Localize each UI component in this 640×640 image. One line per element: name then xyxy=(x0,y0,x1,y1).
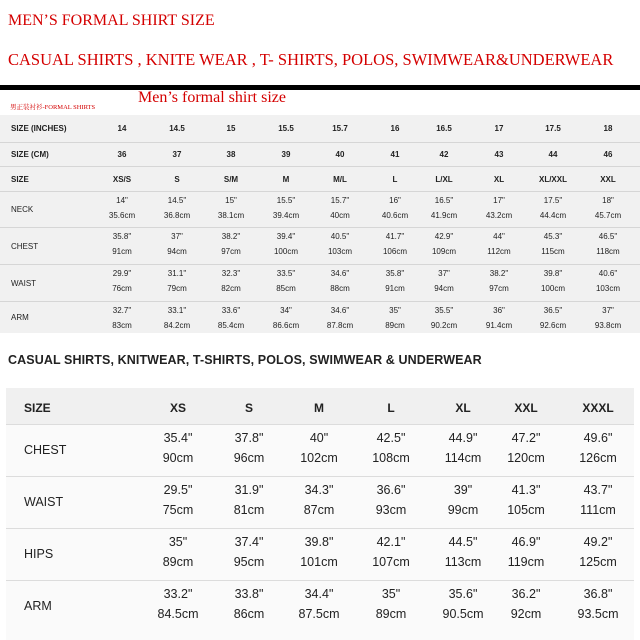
inch-value: 35.5" xyxy=(434,306,454,315)
inch-value: 42.1" xyxy=(376,535,406,549)
cm-value: 38.1cm xyxy=(217,211,245,220)
cm-value: 83cm xyxy=(112,321,132,330)
formal-cell xyxy=(368,232,422,256)
casual-row-label: HIPS xyxy=(24,547,54,561)
formal-cell: L/XL xyxy=(435,174,453,184)
formal-cell xyxy=(95,269,149,293)
casual-cell xyxy=(491,587,561,621)
cm-value: 89cm xyxy=(375,607,407,621)
formal-cell xyxy=(259,306,313,330)
cm-value: 90cm xyxy=(162,451,194,465)
formal-cell xyxy=(581,269,635,293)
cm-value: 40.6cm xyxy=(381,211,409,220)
casual-cell xyxy=(214,535,284,569)
inch-value: 34.6" xyxy=(330,269,350,278)
formal-cell xyxy=(204,196,258,220)
inch-value: 35.4" xyxy=(163,431,193,445)
formal-cell xyxy=(581,306,635,330)
formal-row-waist xyxy=(0,264,640,302)
cm-value: 45.7cm xyxy=(594,211,622,220)
inch-value: 39.8" xyxy=(543,269,563,278)
formal-cell: 42 xyxy=(439,150,449,159)
cm-value: 119cm xyxy=(507,555,545,569)
formal-cell: M xyxy=(282,174,290,184)
formal-cell: 15.5 xyxy=(278,123,294,133)
casual-row-chest xyxy=(6,424,634,477)
inch-value: 49.2" xyxy=(583,535,613,549)
cm-value: 86cm xyxy=(233,607,265,621)
cm-value: 111cm xyxy=(580,503,616,517)
formal-cell xyxy=(95,232,149,256)
formal-cell xyxy=(526,196,580,220)
formal-cell: 16.5 xyxy=(436,123,452,133)
formal-cell xyxy=(313,269,367,293)
cm-value: 84.2cm xyxy=(163,321,191,330)
cm-value: 109cm xyxy=(431,247,456,256)
formal-cell xyxy=(150,232,204,256)
inch-value: 14" xyxy=(116,196,128,205)
casual-cell xyxy=(284,483,354,517)
formal-cell: 14 xyxy=(117,123,127,133)
formal-cell: 37 xyxy=(172,150,182,159)
inch-value: 37.8" xyxy=(234,431,264,445)
casual-cell xyxy=(563,535,633,569)
formal-cell: M/L xyxy=(333,174,347,184)
cm-value: 94cm xyxy=(434,284,454,293)
formal-cell xyxy=(472,232,526,256)
inch-value: 47.2" xyxy=(511,431,541,445)
formal-cell: XXL xyxy=(600,174,616,184)
cm-value: 101cm xyxy=(300,555,338,569)
inch-value: 40.5" xyxy=(330,232,350,241)
casual-cell xyxy=(491,535,561,569)
casual-cell xyxy=(428,431,498,465)
casual-cell xyxy=(356,483,426,517)
inch-value: 16.5" xyxy=(434,196,454,205)
formal-cell: 40 xyxy=(335,150,345,159)
cm-value: 118cm xyxy=(596,247,620,256)
inch-value: 36.5" xyxy=(543,306,563,315)
formal-cell xyxy=(526,232,580,256)
formal-cell xyxy=(368,269,422,293)
cm-value: 105cm xyxy=(507,503,545,517)
inch-value: 33.8" xyxy=(234,587,264,601)
formal-cell: 38 xyxy=(226,150,236,159)
casual-cell xyxy=(284,535,354,569)
formal-cell: S xyxy=(174,174,180,184)
formal-cell: 18 xyxy=(603,123,613,133)
formal-row-neck xyxy=(0,191,640,228)
cm-value: 95cm xyxy=(233,555,265,569)
inch-value: 38.2" xyxy=(489,269,509,278)
casual-row-waist xyxy=(6,476,634,529)
inch-value: 45.3" xyxy=(543,232,563,241)
inch-value: 17.5" xyxy=(543,196,563,205)
cm-value: 85.4cm xyxy=(217,321,245,330)
cm-value: 126cm xyxy=(579,451,617,465)
inch-value: 34.4" xyxy=(304,587,334,601)
casual-cell xyxy=(143,587,213,621)
cm-value: 113cm xyxy=(444,555,482,569)
formal-cell: 17 xyxy=(494,123,504,133)
cm-value: 92cm xyxy=(510,607,542,621)
cm-value: 103cm xyxy=(327,247,352,256)
casual-size-header: S xyxy=(244,401,253,415)
inch-value: 35" xyxy=(381,587,401,601)
casual-cell xyxy=(143,535,213,569)
inch-value: 37.4" xyxy=(234,535,264,549)
casual-size-header: XL xyxy=(455,401,471,415)
formal-row-size-letter xyxy=(0,166,640,192)
casual-cell xyxy=(563,431,633,465)
cm-value: 94cm xyxy=(167,247,187,256)
inch-value: 35.6" xyxy=(448,587,478,601)
casual-size-header: XXXL xyxy=(582,401,614,415)
casual-cell xyxy=(284,587,354,621)
inch-value: 34.6" xyxy=(330,306,350,315)
inch-value: 16" xyxy=(389,196,401,205)
casual-cell xyxy=(143,431,213,465)
formal-cell xyxy=(259,196,313,220)
cm-value: 76cm xyxy=(112,284,132,293)
formal-cell: 39 xyxy=(281,150,291,159)
inch-value: 31.9" xyxy=(234,483,264,497)
cm-value: 82cm xyxy=(221,284,241,293)
casual-size-header: M xyxy=(314,401,324,415)
formal-row-size-cm xyxy=(0,142,640,167)
formal-cell: 15.7 xyxy=(332,123,348,133)
formal-cell xyxy=(204,306,258,330)
casual-cell xyxy=(143,483,213,517)
formal-cell xyxy=(472,306,526,330)
cm-value: 79cm xyxy=(167,284,187,293)
formal-row-label: SIZE xyxy=(11,174,29,184)
inch-value: 43.7" xyxy=(583,483,613,497)
inch-value: 32.3" xyxy=(221,269,241,278)
inch-value: 38.2" xyxy=(221,232,241,241)
formal-cell xyxy=(472,269,526,293)
cm-value: 120cm xyxy=(507,451,545,465)
formal-cell xyxy=(95,306,149,330)
formal-cell xyxy=(526,269,580,293)
formal-row-label: WAIST xyxy=(11,278,37,288)
inch-value: 15.7" xyxy=(330,196,350,205)
inch-value: 33.2" xyxy=(163,587,193,601)
inch-value: 37" xyxy=(602,306,614,315)
cm-value: 87.8cm xyxy=(326,321,354,330)
casual-cell xyxy=(356,587,426,621)
formal-caption: Men’s formal shirt size xyxy=(138,89,286,106)
inch-value: 39" xyxy=(453,483,473,497)
inch-value: 14.5" xyxy=(167,196,187,205)
cm-value: 43.2cm xyxy=(485,211,513,220)
cm-value: 36.8cm xyxy=(163,211,191,220)
formal-cell xyxy=(472,196,526,220)
formal-cell xyxy=(581,196,635,220)
formal-cell xyxy=(259,269,313,293)
formal-cell xyxy=(368,196,422,220)
page-title: MEN’S FORMAL SHIRT SIZE xyxy=(8,12,215,29)
cm-value: 100cm xyxy=(273,247,298,256)
formal-row-chest xyxy=(0,227,640,265)
cm-value: 75cm xyxy=(162,503,194,517)
formal-row-arm xyxy=(0,301,640,334)
formal-cell: XL xyxy=(493,174,505,184)
inch-value: 29.5" xyxy=(163,483,193,497)
formal-cell: S/M xyxy=(223,174,239,184)
cm-value: 112cm xyxy=(487,247,511,256)
formal-cell: 43 xyxy=(494,150,504,159)
cm-value: 91cm xyxy=(385,284,405,293)
inch-value: 42.5" xyxy=(376,431,406,445)
casual-cell xyxy=(491,483,561,517)
casual-cell xyxy=(284,431,354,465)
cm-value: 114cm xyxy=(444,451,482,465)
casual-row-label: WAIST xyxy=(24,495,64,509)
casual-size-table xyxy=(6,388,634,640)
cm-value: 40cm xyxy=(330,211,350,220)
cm-value: 93.5cm xyxy=(577,607,619,621)
inch-value: 35" xyxy=(389,306,401,315)
inch-value: 34" xyxy=(280,306,292,315)
inch-value: 40" xyxy=(309,431,329,445)
casual-row-arm xyxy=(6,580,634,633)
cm-value: 35.6cm xyxy=(108,211,136,220)
casual-size-header: XS xyxy=(169,401,186,415)
formal-cell: 14.5 xyxy=(169,123,185,133)
casual-cell xyxy=(563,587,633,621)
inch-value: 33.5" xyxy=(276,269,296,278)
casual-cell xyxy=(356,431,426,465)
cm-value: 87cm xyxy=(303,503,335,517)
formal-row-label: ARM xyxy=(11,313,29,322)
cm-value: 93cm xyxy=(375,503,407,517)
page-subtitle: CASUAL SHIRTS , KNITE WEAR , T- SHIRTS, POLOS, SWIMWEAR&UNDERWEAR xyxy=(8,50,614,69)
formal-cell xyxy=(204,269,258,293)
casual-cell xyxy=(356,535,426,569)
formal-cell: 15 xyxy=(226,123,236,133)
formal-cell: 16 xyxy=(390,123,400,133)
cm-value: 107cm xyxy=(372,555,410,569)
inch-value: 15.5" xyxy=(276,196,296,205)
casual-cell xyxy=(214,483,284,517)
casual-header-row xyxy=(6,388,634,424)
formal-cell: 41 xyxy=(390,150,400,159)
cm-value: 86.6cm xyxy=(272,321,300,330)
formal-size-table xyxy=(0,115,640,333)
formal-cell: XS/S xyxy=(112,174,132,184)
inch-value: 37" xyxy=(438,269,450,278)
inch-value: 46.5" xyxy=(598,232,618,241)
cm-value: 108cm xyxy=(372,451,410,465)
formal-cell: 17.5 xyxy=(545,123,561,133)
cm-value: 97cm xyxy=(221,247,241,256)
inch-value: 41.3" xyxy=(511,483,541,497)
formal-cell xyxy=(368,306,422,330)
cm-value: 88cm xyxy=(330,284,350,293)
inch-value: 46.9" xyxy=(511,535,541,549)
formal-cell xyxy=(150,196,204,220)
casual-cell xyxy=(428,587,498,621)
inch-value: 18" xyxy=(602,196,614,205)
casual-cell xyxy=(428,483,498,517)
formal-cell: L xyxy=(392,174,398,184)
header-divider xyxy=(0,85,640,90)
inch-value: 17" xyxy=(493,196,505,205)
formal-cell xyxy=(417,232,471,256)
casual-header-label: SIZE xyxy=(24,401,51,415)
casual-row-label: ARM xyxy=(24,599,52,613)
inch-value: 35.8" xyxy=(112,232,132,241)
formal-row-label: CHEST xyxy=(11,241,39,251)
formal-cell xyxy=(417,196,471,220)
cm-value: 96cm xyxy=(233,451,265,465)
inch-value: 34.3" xyxy=(304,483,334,497)
inch-value: 35.8" xyxy=(385,269,405,278)
formal-cell: 46 xyxy=(603,150,613,159)
inch-value: 15" xyxy=(225,196,237,205)
cm-value: 92.6cm xyxy=(539,321,567,330)
cm-value: 106cm xyxy=(382,247,407,256)
inch-value: 29.9" xyxy=(112,269,132,278)
cm-value: 97cm xyxy=(489,284,509,293)
cm-value: 91cm xyxy=(112,247,132,256)
cm-value: 84.5cm xyxy=(157,607,199,621)
casual-cell xyxy=(214,587,284,621)
formal-cell: 36 xyxy=(117,150,127,159)
cm-value: 44.4cm xyxy=(539,211,567,220)
cm-value: 87.5cm xyxy=(298,607,340,621)
formal-small-caption: 男正装衬衫-FORMAL SHIRTS xyxy=(10,104,96,111)
formal-cell xyxy=(526,306,580,330)
inch-value: 37" xyxy=(171,232,183,241)
inch-value: 41.7" xyxy=(385,232,405,241)
inch-value: 36.2" xyxy=(511,587,541,601)
cm-value: 81cm xyxy=(233,503,265,517)
inch-value: 35" xyxy=(168,535,188,549)
cm-value: 99cm xyxy=(447,503,479,517)
inch-value: 36" xyxy=(493,306,505,315)
formal-cell xyxy=(204,232,258,256)
formal-cell xyxy=(150,306,204,330)
inch-value: 32.7" xyxy=(112,306,132,315)
casual-cell xyxy=(214,431,284,465)
casual-cell xyxy=(428,535,498,569)
formal-cell: XL/XXL xyxy=(538,174,567,184)
inch-value: 49.6" xyxy=(583,431,613,445)
inch-value: 44.5" xyxy=(448,535,478,549)
cm-value: 90.5cm xyxy=(442,607,484,621)
cm-value: 41.9cm xyxy=(430,211,458,220)
formal-cell xyxy=(417,269,471,293)
inch-value: 42.9" xyxy=(434,232,454,241)
casual-size-header: XXL xyxy=(514,401,538,415)
formal-cell xyxy=(150,269,204,293)
cm-value: 103cm xyxy=(595,284,620,293)
cm-value: 89cm xyxy=(162,555,194,569)
cm-value: 85cm xyxy=(276,284,296,293)
inch-value: 33.1" xyxy=(167,306,187,315)
casual-cell xyxy=(491,431,561,465)
formal-row-label: NECK xyxy=(11,205,34,214)
cm-value: 39.4cm xyxy=(272,211,300,220)
casual-table-title: CASUAL SHIRTS, KNITWEAR, T-SHIRTS, POLOS, SWIMWEAR & UNDERWEAR xyxy=(8,353,482,367)
casual-size-header: L xyxy=(387,401,395,415)
cm-value: 91.4cm xyxy=(485,321,513,330)
inch-value: 40.6" xyxy=(598,269,618,278)
inch-value: 36.6" xyxy=(376,483,406,497)
inch-value: 44" xyxy=(493,232,505,241)
formal-row-label: SIZE (INCHES) xyxy=(11,123,67,133)
formal-cell xyxy=(95,196,149,220)
inch-value: 39.4" xyxy=(276,232,296,241)
inch-value: 39.8" xyxy=(304,535,334,549)
formal-row-size-inches xyxy=(0,115,640,142)
inch-value: 33.6" xyxy=(221,306,241,315)
formal-row-label: SIZE (CM) xyxy=(11,150,49,159)
cm-value: 93.8cm xyxy=(594,321,622,330)
cm-value: 90.2cm xyxy=(430,321,458,330)
cm-value: 125cm xyxy=(579,555,617,569)
casual-row-hips xyxy=(6,528,634,581)
casual-row-label: CHEST xyxy=(24,443,67,457)
cm-value: 115cm xyxy=(541,247,565,256)
cm-value: 102cm xyxy=(300,451,338,465)
formal-cell xyxy=(259,232,313,256)
cm-value: 89cm xyxy=(385,321,405,330)
cm-value: 100cm xyxy=(540,284,565,293)
casual-cell xyxy=(563,483,633,517)
formal-cell xyxy=(313,232,367,256)
formal-cell xyxy=(581,232,635,256)
formal-cell xyxy=(313,196,367,220)
formal-cell xyxy=(417,306,471,330)
formal-cell: 44 xyxy=(548,150,558,159)
inch-value: 31.1" xyxy=(167,269,187,278)
formal-cell xyxy=(313,306,367,330)
inch-value: 36.8" xyxy=(583,587,613,601)
inch-value: 44.9" xyxy=(448,431,478,445)
